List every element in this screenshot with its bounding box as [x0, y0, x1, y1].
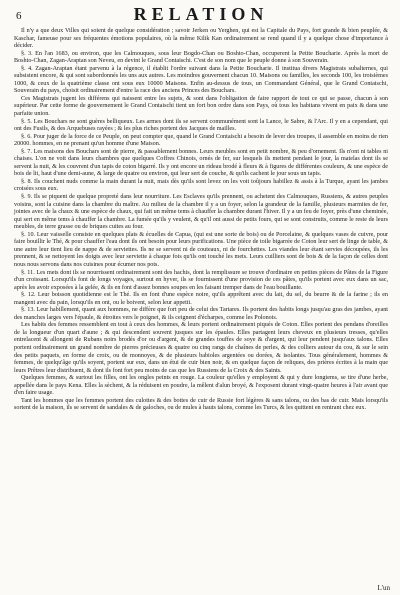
catchword: L'un — [377, 584, 390, 592]
paragraph: §. 13. Leur habillement, quant aux hommes, ne diffère que fort peu de celui des Tartares. Ils portent des habits longs jusqu'au gras des jambes, ayant des manches larges vers l'épaule, & étroites vers le poignet, & ils ceignent d'écharpes, comme les Polonois. — [14, 307, 388, 321]
page-number: 6 — [16, 10, 22, 22]
page-header — [14, 4, 388, 26]
paragraph: §. 9. Ils se piquent de quelque propreté dans leur nourriture. Les Esclaves qu'ils prennent, ou achetent des Calmouques, Russiens, & autres peuples voisins, sont la cuisine dans la chambre du maître. Au milieu de la chambre il y a un foyer, selon la grandeur de la famille, plusieurs marmites de fer, jointes avec de la chaux & une espèce de chaux, qui fait un même tems à chauffer la chambre durant l'hiver. Il y a un feu de foyer, près d'une cheminée, qui sert en même tems à chauffer la chambre. La fumée qu'ils y veulent, & qu'il ont aussi de petits fours, qui se sont construits, comme le reste de leurs meubles, de terre grasse ou de briques cuites au four. — [14, 194, 388, 231]
paragraph: §. 7. Les maisons des Bouchars sont de pierre, & passablement bonnes. Leurs meubles sont en petit nombre, & peu d'ornement. Ils n'ont ni tables ni chaises. L'on ne voit dans leurs chambres que quelques Coffres Chinois, ornés de fer, sur lesquels ils mettent pendant le jour, la matelas dont ils se servent la nuit, & les couvrent d'un tapis de coton bigarré. Ils y ont encore un rideau brodé à fleurs & à figures de différentes couleurs, & une espèce de bois de lit, haut d'une demi-aune, & large de quatre ou environ, qui leur sert de couche, & qu'ils cachent le jour sous un tapis. — [14, 148, 388, 178]
paragraph: §. 4. Zagan-Araptan étant parvenu à la régence, il établit l'ordre suivant dans la Petite Boucharie. Il institua divers Magistrats subalternes, qui subsistent encore, & qui sont subordonnés les uns aux autres. Les moindres gouvernent chacun 10. Maisons ou familles, les seconds 100, les troisièmes 1000, & ceux de la quatrième classe ont sous eux 10000 Maisons. Enfin au-dessus de tous, un Commandant Général, que le Grand Contaischi, Souverain du pays, choisit ordinairement d'entre la race des anciens Princes des Bouchars. — [14, 65, 388, 95]
paragraph: §. 8. Ils couchent nuds comme la main durant la nuit, mais dès qu'ils sont levez on les voit toûjours habillez & assis à la Turque, ayant les jambes croisées sous eux. — [14, 178, 388, 193]
paragraph: §. 6. Pour juger de la force de ce Peuple, on peut compter que, quand le Grand Contaischi a besoin de lever des troupes, il assemble en moins de rien 20000. hommes, en ne prenant qu'un homme d'une Maison. — [14, 133, 388, 148]
paragraph: Ces Magistrats jugent les différens qui naissent entre les sujets, & sont dans l'obligation de faire rapport de tout ce qui se passe, chacun à son supérieur. Par cette forme de gouvernement le Grand Contaischi tient un fort bon ordre dans son Pays, où tous les habitans vivent en paix & dans une parfaite union. — [14, 95, 388, 118]
body-text — [14, 28, 388, 413]
paragraph: §. 10. Leur vaisselle consiste en quelques plats & écuelles de Capua, (qui est une sorte de bois) ou de Porcelaine, & quelques vases de cuivre, pour faire bouillir le Thé, & pour chauffer l'eau dont ils ont besoin pour leurs purifications. Une pièce de toile bigarrée de Coton leur sert de linge de table, & une autre leur tient lieu de nappe & de serviettes. Ils ne se servent ni de couteaux, ni de fourchettes. Les viandes leur étant servies découpées, ils les prennent, & se nettoyent les doigts avec leur serviette à chaque fois qu'ils ont touché les mets. Leurs cuilliers sont de bois & de la façon de celles dont nous nous servons dans nos cuisines pour écumer nos pots. — [14, 231, 388, 268]
paragraph: Les habits des femmes ressemblent en tout à ceux des hommes, & leurs portent ordinairement piqués de Coton. Elles portent des pendans d'oreilles de la longueur d'un quart d'aune ; & qui descendent souvent jusques sur les épaules. Elles partagent leurs cheveux en plusieurs tresses, qu'elles entrelacent & allongent de Rubans noirs brodés d'or ou d'argent, & de grandes touffes de soye & d'argent, qui leur pendent jusqu'aux talons. Elles portent ordinairement un grand nombre de pierres précieuses & quatre ou cinq rangs de chaînes de perles, & des colliers autour du cou, & sur le sein des petits paquets, en forme de croix, ou de monnoyes, & de plusieurs babioles argentées ou dorées, & isolantes. Tous généralement, hommes & femmes, de quelqu'âge qu'ils soyent, portent sur eux, dans un étui de cuir bien noir, & en quelque façon de reliques, des prières écrites à la main que leurs Prêtres leur distribuent, & dont ils font fort peu moins de cas que les Russiens de la Croix & des Saints. — [14, 322, 388, 374]
running-head: RELATION — [133, 4, 269, 24]
paragraph: §. 11. Les mets dont ils se nourrissent ordinairement sont des hachis, dont la remplissure se trouve d'ordinaire en petites pièces de Pâtes de la Figure d'un croissant. Lorsqu'ils font de longs voyages, surtout en hyver, ils se fournissent d'une provision de ces pâtes, qu'ils portent avec eux dans un sac, après les avoir exposées à la gelée, & ils en font d'assez bonnes soupes en les faisant tremper dans de l'eau bouillante. — [14, 269, 388, 291]
paragraph: Quelques femmes, & surtout les filles, ont les ongles peints en rouge. La couleur qu'elles y employent & qui y dure longtems, se tire d'une herbe, appellée dans le pays Kena. Elles la sèchent, & la réduisent en poudre, la mêlent d'alun broyé, & l'exposent durant vingt-quatre heures à l'air avant que d'en faire usage. — [14, 375, 388, 397]
paragraph: §. 5. Les Bouchars ne sont guères belliqueux. Les armes dont ils se servent communément sont la Lance, le Sabre, & l'Arc. Il y en a cependant, qui ont des Fusils, & des Arquebuses rayées ; & les plus riches portent des Jacques de mailles. — [14, 118, 388, 133]
paragraph: Tant les hommes que les femmes portent des culottes & des bottes de cuir de Russie fort légères & sans talons, ou des bas de cuir. Mais lorsqu'ils sortent de la maison, ils se servent de sandales & de galoches, ou de mules à hauts talons, comme les Turcs, & les quittent en rentrant chez eux. — [14, 397, 388, 412]
paragraph: §. 3. En l'an 1683, ou environ, que les Calmouques, sous leur Bogdo-Chan ou Boshto-Chan, occuperent la Petite Boucharie. Après la mort de Boshto-Chan, Zagan-Araptan son Neveu, en devint le Grand Contaischi. C'est de son nom que le peuple donne à son Souverain. — [14, 50, 388, 65]
paragraph: Il n'y a que deux Villes qui soient de quelque considération ; savoir Jerken ou Yerghen, qui est la Capitale du Pays, fort grande & bien peuplée, & Kaschar, fameuse pour ses fréquentes émotions populaires, où la même Kilik Kan ordinairement se rend quand il y a quelque chose d'importance à décider. — [14, 28, 388, 50]
paragraph: §. 12. Leur boisson quotidienne est le Thé. Ils en font d'une espèce noire, qu'ils apprêtent avec du lait, du sel, du beurre & de la farine ; ils en mangent avec du pain, lorsqu'ils en ont, ou le boivent, selon leur appetit. — [14, 292, 388, 306]
